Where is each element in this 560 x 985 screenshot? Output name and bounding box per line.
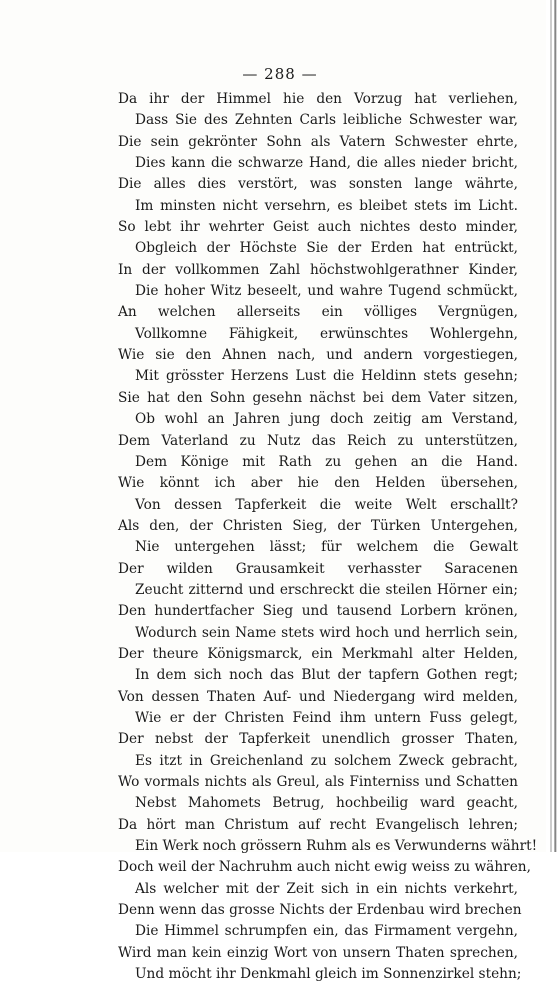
poem-line: Zeucht zitternd und erschreckt die steilen Hörner ein;: [135, 581, 518, 598]
poem-line: Nie untergehen lässt; für welchem die Gewalt: [135, 539, 518, 556]
poem-line: Wie er der Christen Feind ihm untern Fuss gelegt,: [135, 709, 518, 726]
poem-line: Die Himmel schrumpfen ein, das Firmament vergehn,: [135, 923, 518, 940]
poem-line: Ein Werk noch grössern Ruhm als es Verwunderns währt!: [135, 838, 538, 855]
poem-line: Da ihr der Himmel hie den Vorzug hat verliehen,: [118, 91, 518, 107]
poem-line: Der theure Königsmarck, ein Merkmahl alter Helden,: [118, 645, 518, 662]
poem-line: Denn wenn das grosse Nichts der Erdenbau wird brechen: [118, 902, 522, 919]
poem-line: Dem Könige mit Rath zu gehen an die Hand.: [135, 453, 518, 470]
poem-line: Den hundertfacher Sieg und tausend Lorbern krönen,: [118, 603, 518, 620]
poem-line: In der vollkommen Zahl höchstwohlgerathner Kinder,: [118, 261, 518, 278]
poem-line: Ob wohl an Jahren jung doch zeitig am Verstand,: [135, 411, 518, 428]
poem-line: Sie hat den Sohn gesehn nächst bei dem Vater sitzen,: [118, 389, 518, 406]
poem-line: Dem Vaterland zu Nutz das Reich zu unterstützen,: [118, 432, 518, 449]
page-edge: [546, 0, 560, 852]
poem-line: Wodurch sein Name stets wird hoch und herrlich sein,: [135, 624, 518, 641]
poem-line: Dass Sie des Zehnten Carls leibliche Schwester war,: [135, 112, 518, 129]
poem-line: Doch weil der Nachruhm auch nicht ewig weiss zu währen,: [118, 859, 531, 876]
poem-line: In dem sich noch das Blut der tapfern Gothen regt;: [135, 667, 518, 684]
poem-line: Von dessen Tapferkeit die weite Welt erschallt?: [135, 496, 518, 513]
poem-line: Die sein gekrönter Sohn als Vatern Schwester ehrte,: [118, 133, 518, 150]
poem-line: Dies kann die schwarze Hand, die alles nieder bricht,: [135, 155, 518, 172]
poem-line: Da hört man Christum auf recht Evangelisch lehren;: [118, 816, 518, 833]
poem-line: Die hoher Witz beseelt, und wahre Tugend schmückt,: [135, 283, 518, 300]
poem-line: Wird man kein einzig Wort von unsern Thaten sprechen,: [118, 944, 518, 961]
poem-line: Wo vormals nichts als Greul, als Finterniss und Schatten: [118, 774, 518, 790]
poem-line: Als welcher mit der Zeit sich in ein nichts verkehrt,: [135, 880, 518, 897]
poem-line: Es itzt in Greichenland zu solchem Zweck gebracht,: [135, 752, 518, 769]
poem-line: Vollkomne Fähigkeit, erwünschtes Wohlergehn,: [135, 325, 518, 342]
poem-line: Nebst Mahomets Betrug, hochbeilig ward geacht,: [135, 795, 518, 812]
poem-line: Im minsten nicht versehrn, es bleibet stets im Licht.: [135, 197, 518, 214]
poem-line: Wie könnt ich aber hie den Helden übersehen,: [118, 475, 518, 492]
poem-line: Die alles dies verstört, was sonsten lange währte,: [118, 176, 518, 193]
poem-line: Obgleich der Höchste Sie der Erden hat entrückt,: [135, 240, 518, 257]
poem-line: So lebt ihr wehrter Geist auch nichtes desto minder,: [118, 219, 518, 236]
poem-line: Von dessen Thaten Auf- und Niedergang wird melden,: [118, 688, 518, 705]
poem-line: An welchen allerseits ein völliges Vergnügen,: [118, 304, 518, 321]
poem-text: [118, 89, 538, 985]
poem-line: Und möcht ihr Denkmahl gleich im Sonnenzirkel stehn;: [135, 966, 522, 983]
page-number: — 288 —: [242, 65, 318, 83]
poem-line: Wie sie den Ahnen nach, und andern vorgestiegen,: [118, 347, 518, 364]
poem-line: Der wilden Grausamkeit verhasster Saracenen: [118, 560, 518, 577]
poem-line: Mit grösster Herzens Lust die Heldinn stets gesehn;: [135, 368, 518, 385]
poem-line: Als den, der Christen Sieg, der Türken Untergehen,: [118, 517, 518, 534]
poem-line: Der nebst der Tapferkeit unendlich grosser Thaten,: [118, 731, 518, 748]
